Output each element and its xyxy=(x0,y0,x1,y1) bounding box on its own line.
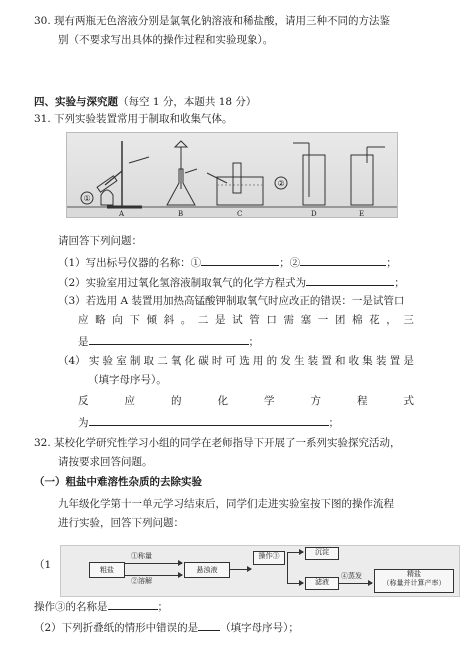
flow-split-line xyxy=(287,552,288,583)
flow-arrow-evaporate xyxy=(338,583,372,584)
flow-step-weigh: ①称量 xyxy=(131,552,152,560)
flow-arrow-dissolve xyxy=(124,575,182,576)
label-d: D xyxy=(311,210,317,217)
label-a: A xyxy=(119,210,125,217)
answer-blank-7[interactable] xyxy=(198,619,220,631)
flow-box-crude-salt: 粗盐 xyxy=(89,562,125,578)
q30-line1: 30. 现有两瓶无色溶液分别是氯氧化钠溶液和稀盐酸，请用三种不同的方法鉴 xyxy=(34,15,391,27)
q31-part4-line2: （填字母序号）。 xyxy=(88,374,167,386)
q32-line1: 32. 某校化学研究性学习小组的同学在老师指导下开展了一系列实验探究活动， xyxy=(34,437,401,449)
flow-box-op3: 操作③ xyxy=(253,551,285,565)
flow-step-dissolve: ②溶解 xyxy=(131,577,152,585)
flow-step-evaporate: ④蒸发 xyxy=(341,572,362,580)
label-b: B xyxy=(178,210,184,217)
flow-arrow-top xyxy=(287,552,303,553)
label-1: ① xyxy=(83,194,91,203)
q31-part2-end: ； xyxy=(394,277,405,289)
q32-desc2: 进行实验，回答下列问题： xyxy=(58,517,184,529)
q31-part2 xyxy=(58,274,405,290)
answer-blank-2[interactable] xyxy=(300,254,386,266)
q31-part2-text: （2）实验室用过氧化氢溶液制取氧气的化学方程式为 xyxy=(58,277,307,289)
flow-box-refined-salt: 精盐 （称量并计算产率） xyxy=(374,569,454,593)
label-2: ② xyxy=(277,179,285,188)
flow-box-suspension: 悬浊液 xyxy=(184,562,230,578)
section-heading xyxy=(34,95,256,109)
q32-line2: 请按要求回答问题。 xyxy=(58,456,153,468)
q31-part1-end: ； xyxy=(386,257,397,269)
q31-part3-line3: 是 ； xyxy=(78,333,259,349)
q31-part4-line4: 为 ； xyxy=(78,414,339,430)
answer-blank-6[interactable] xyxy=(108,598,158,610)
lab-apparatus-figure xyxy=(67,133,397,217)
answer-blank-5[interactable] xyxy=(89,414,329,426)
q31-part1-text: （1）写出标号仪器的名称：① xyxy=(58,257,202,269)
label-c: C xyxy=(237,210,243,217)
q30-line2: 别（不要求写出具体的操作过程和实验现象）。 xyxy=(58,34,274,46)
q31-stem: 31. 下列实验装置常用于制取和收集气体。 xyxy=(34,113,233,125)
q32-part2: （2）下列折叠纸的情形中错误的是 （填字母序号）； xyxy=(34,619,299,635)
flow-box-precipitate: 沉淀 xyxy=(305,547,339,560)
answer-blank-1[interactable] xyxy=(201,254,279,266)
q31-prompt: 请回答下列问题： xyxy=(58,235,142,247)
flow-box-filtrate: 滤液 xyxy=(305,577,339,590)
label-e: E xyxy=(359,210,365,217)
q31-part4-line1: （4） 实 验 室 制 取 二 氧 化 碳 时 可 选 用 的 发 生 装 置 和 收 集 装 置 是 xyxy=(58,355,414,367)
q31-part1 xyxy=(58,254,397,270)
q31-part4-line3: 反 应 的 化 学 方 程 式 xyxy=(78,395,414,407)
q31-part1-sep: ；② xyxy=(279,257,301,269)
flow-chart xyxy=(60,545,460,597)
answer-blank-3[interactable] xyxy=(306,274,394,286)
q31-part3-line1: （3）若选用 A 装置用加热高锰酸钾制取氧气时应改正的错误：一是试管口 xyxy=(58,295,405,307)
answer-blank-4[interactable] xyxy=(89,333,249,345)
apparatus-photo xyxy=(66,132,398,218)
q32-item-marker: （1 xyxy=(34,559,52,571)
flow-arrow-weigh xyxy=(124,563,182,564)
section-title: 四、实验与深究题 xyxy=(34,96,118,108)
q31-part3-line2: 应 略 向 下 倾 斜 。 二 是 试 管 口 需 塞 一 团 棉 花 ， 三 xyxy=(78,314,414,326)
section-note: （每空 1 分，本题共 18 分） xyxy=(118,96,257,108)
q32-op3-question: 操作③的名称是 ； xyxy=(34,598,168,614)
flow-arrow-bottom xyxy=(287,583,303,584)
flow-arrow-op3 xyxy=(229,569,251,570)
q32-desc1: 九年级化学第十一单元学习结束后，同学们走进实验室按下图的操作流程 xyxy=(58,498,394,510)
q32-subtitle: （一）粗盐中难溶性杂质的去除实验 xyxy=(34,476,202,488)
